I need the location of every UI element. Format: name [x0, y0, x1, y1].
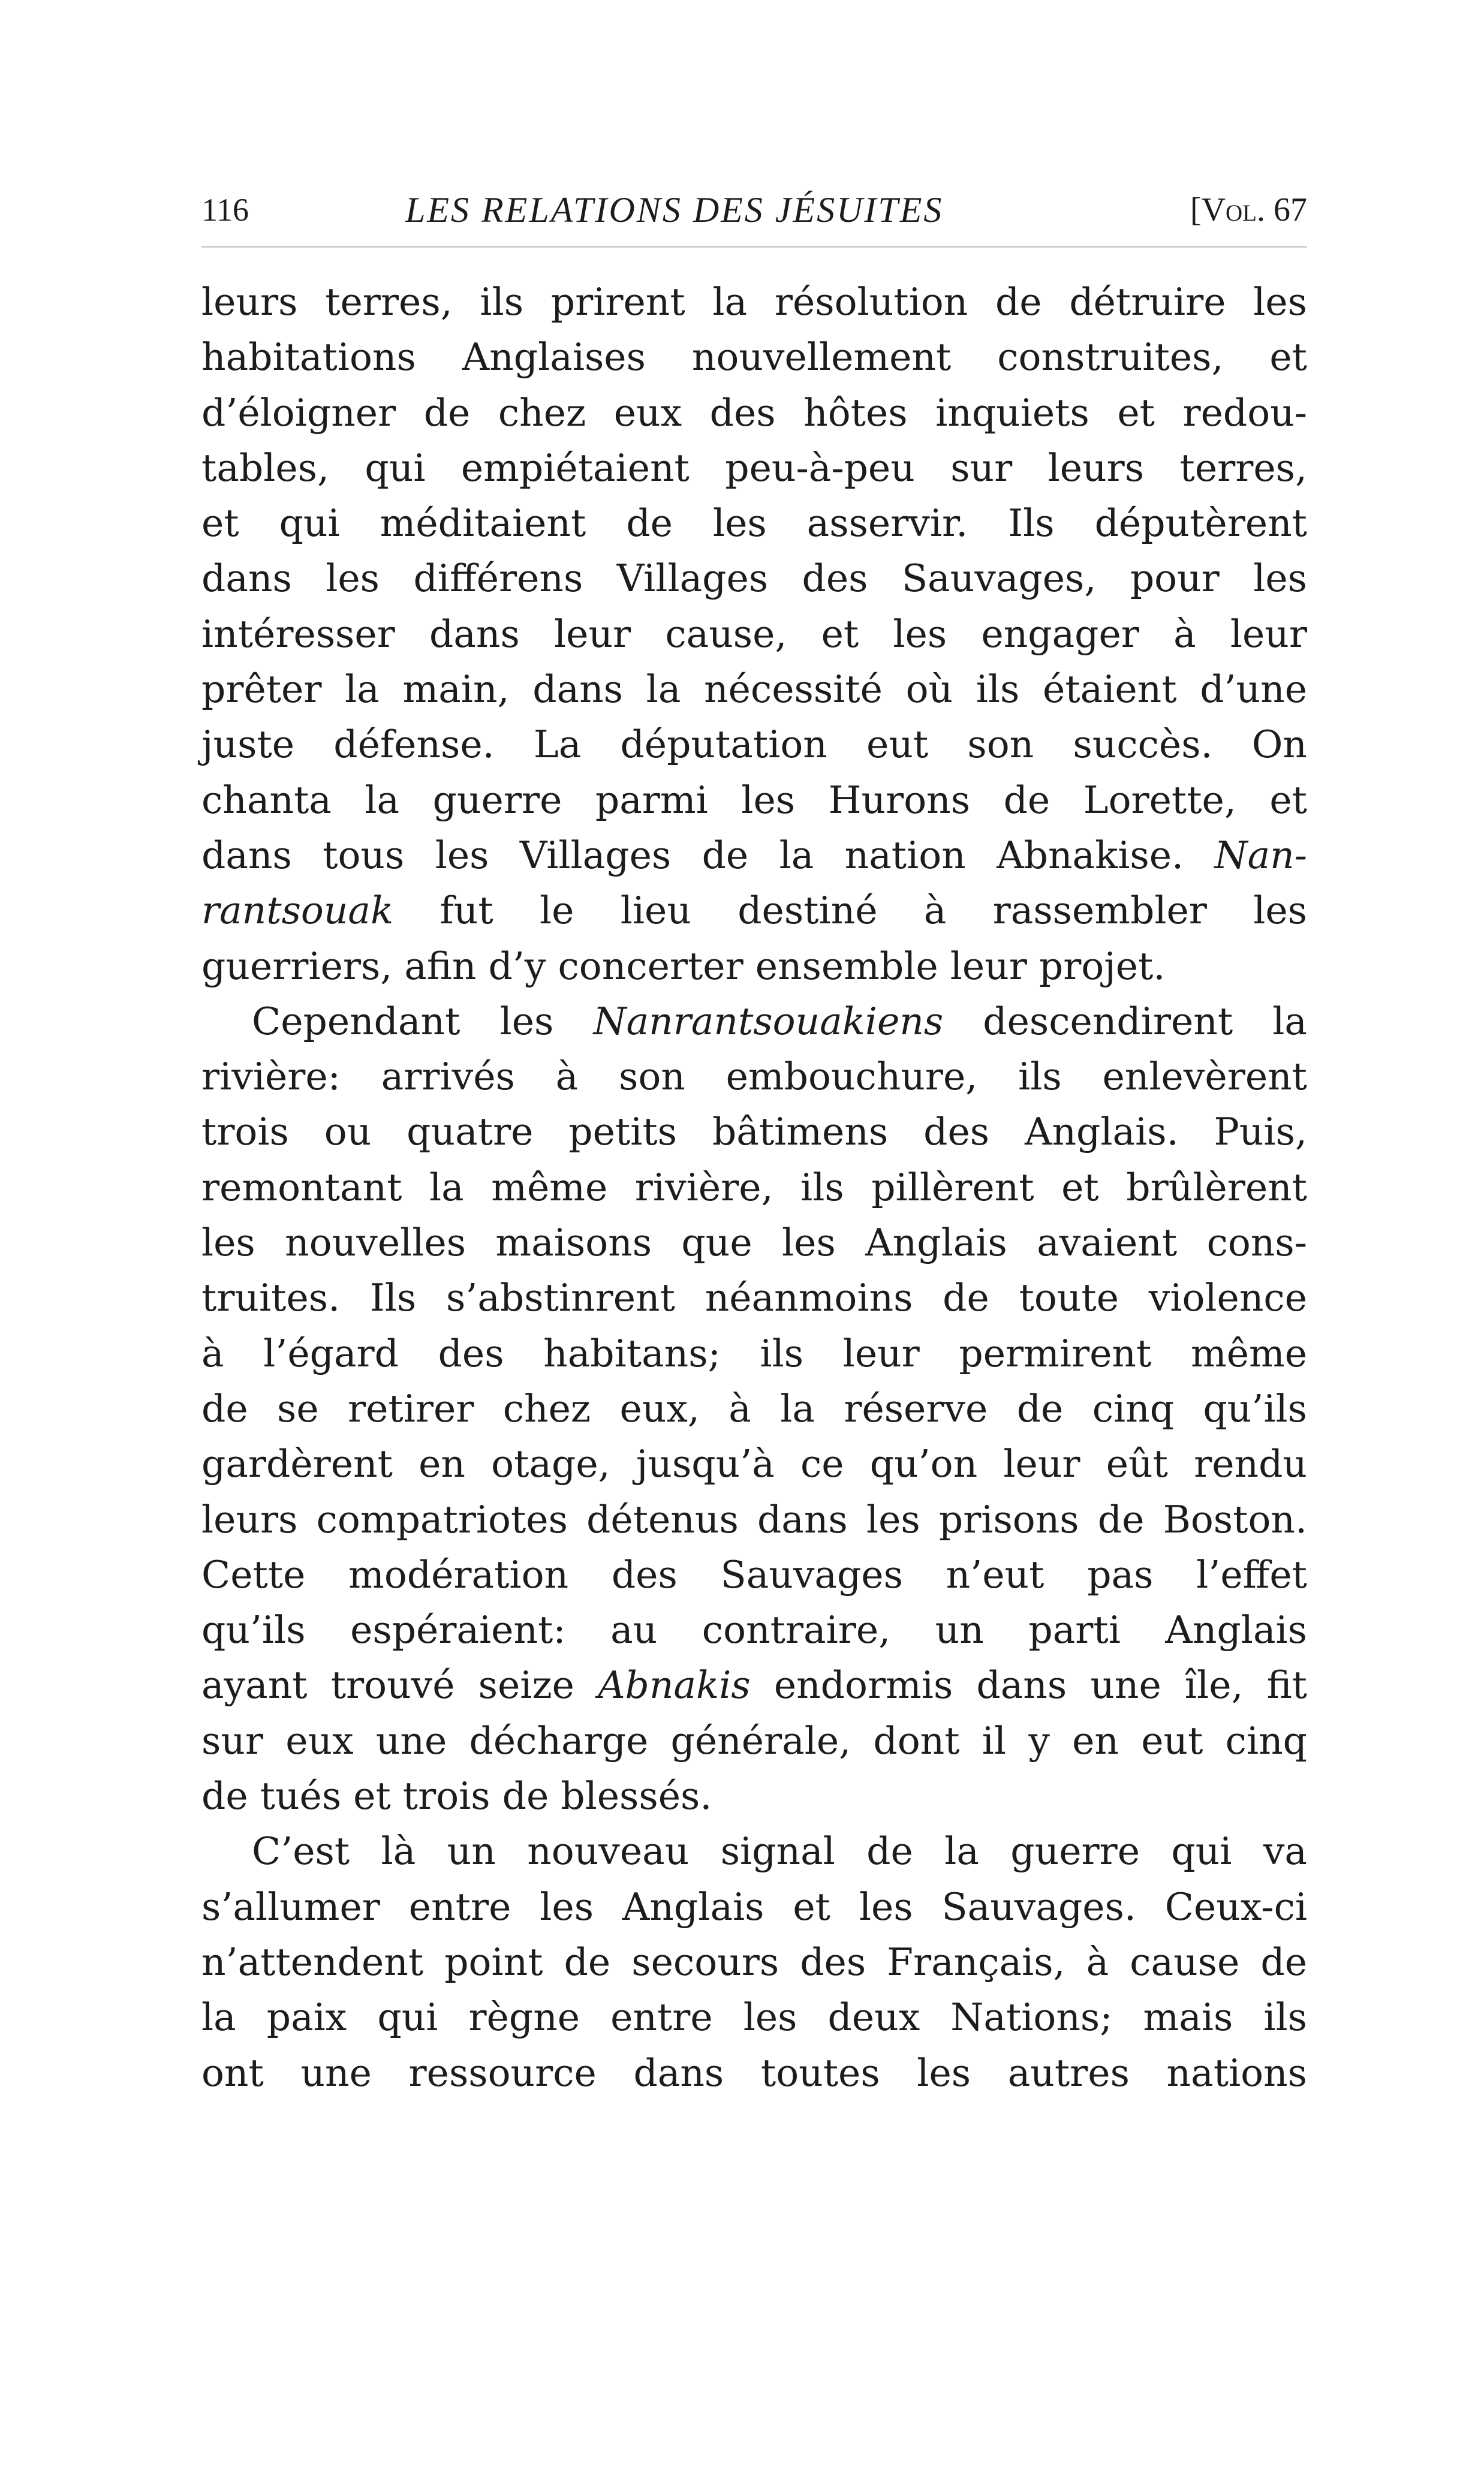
- text-line: à l’égard des habitans; ils leur permirent même: [201, 1331, 1307, 1375]
- text-line: leurs compatriotes détenus dans les prisons de Boston.: [201, 1497, 1307, 1541]
- italic-term: Nan-: [1214, 833, 1307, 877]
- text-line: sur eux une décharge générale, dont il y en eut cinq: [201, 1718, 1307, 1763]
- text-line: truites. Ils s’abstinrent néanmoins de toute violence: [201, 1276, 1307, 1320]
- text-line: prêter la main, dans la nécessité où ils étaient d’une: [201, 667, 1307, 712]
- text-line: trois ou quatre petits bâtimens des Anglais. Puis,: [201, 1110, 1307, 1154]
- running-title: LES RELATIONS DES JÉSUITES: [405, 190, 944, 230]
- text-line: leurs terres, ils prirent la résolution de détruire les: [201, 280, 1307, 324]
- text-line: de tués et trois de blessés.: [201, 1774, 712, 1818]
- text-line: chanta la guerre parmi les Hurons de Lorette, et: [201, 778, 1307, 822]
- text-line: d’éloigner de chez eux des hôtes inquiets et redou-: [201, 390, 1307, 435]
- text-line: juste défense. La députation eut son succès. On: [201, 722, 1307, 767]
- header-rule: [201, 246, 1307, 248]
- text-line: habitations Anglaises nouvellement construites, et: [201, 335, 1307, 380]
- italic-term: Nanrantsouakiens: [593, 999, 944, 1043]
- text-line: Cependant les Nanrantsouakiens descendirent la: [252, 999, 1307, 1043]
- text-line: dans les différens Villages des Sauvages, pour les: [201, 556, 1307, 601]
- italic-term: rantsouak: [201, 889, 394, 933]
- text-line: la paix qui règne entre les deux Nations; mais ils: [201, 1995, 1307, 2040]
- running-header: [201, 180, 1307, 240]
- text-line: rantsouak fut le lieu destiné à rassembler les: [201, 889, 1307, 933]
- text-line: de se retirer chez eux, à la réserve de cinq qu’ils: [201, 1386, 1307, 1431]
- text-line: et qui méditaient de les asservir. Ils députèrent: [201, 501, 1307, 546]
- text-line: n’attendent point de secours des Français, à cause de: [201, 1940, 1307, 1984]
- volume-label: [Vol. 67: [1190, 191, 1307, 228]
- text-line: tables, qui empiétaient peu-à-peu sur leurs terres,: [201, 445, 1307, 490]
- text-line: intéresser dans leur cause, et les engager à leur: [201, 612, 1307, 656]
- text-line: gardèrent en otage, jusqu’à ce qu’on leur eût rendu: [201, 1442, 1307, 1486]
- text-line: C’est là un nouveau signal de la guerre qui va: [252, 1829, 1307, 1874]
- text-line: qu’ils espéraient: au contraire, un parti Anglais: [201, 1608, 1307, 1652]
- text-line: guerriers, afin d’y concerter ensemble leur projet.: [201, 944, 1166, 988]
- text-line: ont une ressource dans toutes les autres nations: [201, 2051, 1307, 2095]
- body-text: [201, 275, 1307, 2101]
- text-line: les nouvelles maisons que les Anglais avaient cons-: [201, 1221, 1307, 1265]
- text-line: ayant trouvé seize Abnakis endormis dans une île, fit: [201, 1663, 1307, 1708]
- text-line: dans tous les Villages de la nation Abnakise. Nan-: [201, 833, 1307, 877]
- text-line: rivière: arrivés à son embouchure, ils enlevèrent: [201, 1055, 1307, 1099]
- text-line: s’allumer entre les Anglais et les Sauvages. Ceux-ci: [201, 1884, 1307, 1929]
- text-line: Cette modération des Sauvages n’eut pas l’effet: [201, 1552, 1307, 1597]
- page-number: 116: [201, 192, 249, 228]
- text-line: remontant la même rivière, ils pillèrent et brûlèrent: [201, 1165, 1307, 1209]
- italic-term: Abnakis: [598, 1663, 751, 1708]
